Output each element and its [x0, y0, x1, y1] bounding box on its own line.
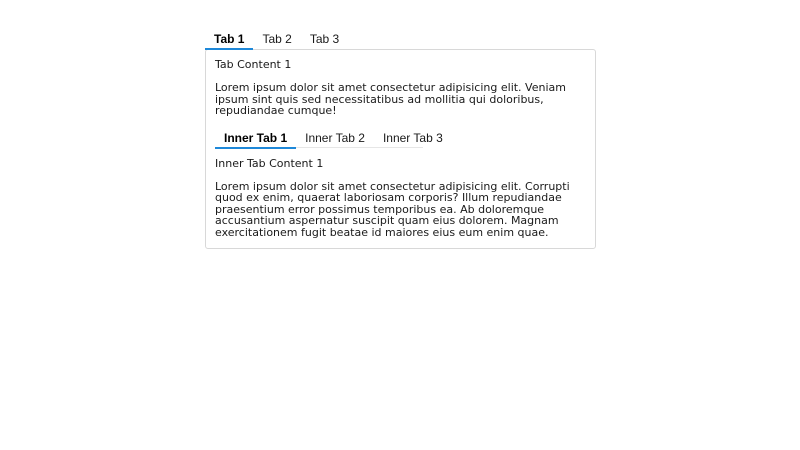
outer-tab-bar: [205, 30, 596, 49]
tab-2[interactable]: Tab 2: [262, 32, 292, 46]
inner-tab-bar: [215, 130, 443, 148]
tab-panel-1: [205, 49, 596, 249]
inner-tab-2[interactable]: Inner Tab 2: [305, 130, 365, 145]
tab-panel-title: Tab Content 1: [215, 58, 292, 71]
inner-tab-panel-1: [215, 148, 586, 239]
tab-1[interactable]: Tab 1: [205, 30, 253, 49]
inner-tab-panel-title: Inner Tab Content 1: [215, 156, 324, 170]
inner-tab-1[interactable]: Inner Tab 1: [215, 131, 296, 147]
inner-tab-3[interactable]: Inner Tab 3: [382, 130, 443, 145]
tab-3[interactable]: Tab 3: [309, 32, 340, 46]
tab-panel-text: Lorem ipsum dolor sit amet consectetur adipisicing elit. Veniam ipsum sint quis sed necessitatibus ad mollitia qui doloribus, repudiandae cumque!: [215, 81, 566, 117]
inner-tab-panel-text: Lorem ipsum dolor sit amet consectetur adipisicing elit. Corrupti quod ex enim, quaerat laboriosam corporis? Illum repudiandae praesentium error possimus temporibus ea. Ab doloremque accusantium aspernatur suscipit quam eius dolorem. Magnam exercitationem fugit beatae id maiores eius eum enim quae.: [215, 179, 570, 239]
tabs-component: [205, 30, 596, 249]
